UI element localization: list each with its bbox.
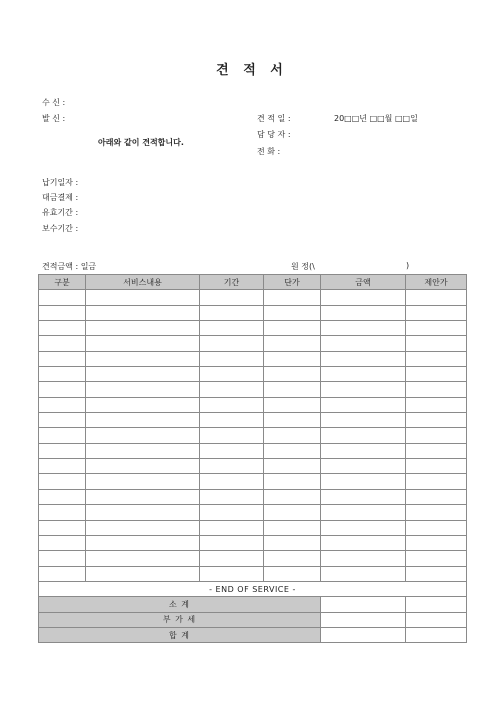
header-unit-price: 단가 <box>264 275 321 290</box>
table-cell <box>406 367 467 382</box>
table-cell <box>406 489 467 504</box>
table-cell <box>321 443 406 458</box>
table-row <box>39 351 467 366</box>
table-row <box>39 459 467 474</box>
table-cell <box>406 474 467 489</box>
table-cell <box>264 535 321 550</box>
table-cell <box>406 413 467 428</box>
table-cell <box>200 305 264 320</box>
table-row <box>39 520 467 535</box>
quote-table <box>38 274 467 643</box>
table-cell <box>264 505 321 520</box>
table-cell <box>200 566 264 581</box>
validity-label: 유효기간 : <box>42 208 79 217</box>
table-cell <box>264 397 321 412</box>
table-cell <box>39 520 86 535</box>
end-of-service-row <box>39 581 467 596</box>
table-cell <box>86 535 200 550</box>
table-cell <box>264 413 321 428</box>
table-cell <box>86 290 200 305</box>
intro-text: 아래와 같이 견적합니다. <box>98 138 184 147</box>
table-cell <box>86 474 200 489</box>
header-category: 구분 <box>39 275 86 290</box>
table-cell <box>264 382 321 397</box>
table-cell <box>86 321 200 336</box>
table-cell <box>406 551 467 566</box>
table-cell <box>264 443 321 458</box>
table-cell <box>86 443 200 458</box>
table-cell <box>86 505 200 520</box>
document-title: 견 적 서 <box>216 63 288 78</box>
vat-row <box>39 612 467 627</box>
table-cell <box>39 321 86 336</box>
table-cell <box>200 397 264 412</box>
table-cell <box>39 305 86 320</box>
amount-label: 견적금액 : 일금 <box>42 262 97 271</box>
table-cell <box>264 321 321 336</box>
table-cell <box>406 505 467 520</box>
table-cell <box>406 520 467 535</box>
table-cell <box>86 459 200 474</box>
table-cell <box>86 489 200 504</box>
table-cell <box>200 443 264 458</box>
table-cell <box>264 459 321 474</box>
table-cell <box>264 290 321 305</box>
table-cell <box>264 367 321 382</box>
amount-close: ) <box>406 261 410 270</box>
table-cell <box>406 336 467 351</box>
table-cell <box>39 489 86 504</box>
table-cell <box>86 351 200 366</box>
table-cell <box>264 489 321 504</box>
table-row <box>39 305 467 320</box>
table-cell <box>200 505 264 520</box>
total-amount-cell <box>321 627 406 642</box>
subtotal-row <box>39 597 467 612</box>
table-row <box>39 428 467 443</box>
total-proposal-cell <box>406 627 467 642</box>
table-row <box>39 397 467 412</box>
table-row <box>39 321 467 336</box>
table-cell <box>321 566 406 581</box>
table-cell <box>406 305 467 320</box>
table-row <box>39 505 467 520</box>
table-row <box>39 413 467 428</box>
total-label: 합 계 <box>39 627 321 642</box>
table-cell <box>86 305 200 320</box>
table-cell <box>264 474 321 489</box>
table-cell <box>86 428 200 443</box>
table-cell <box>39 382 86 397</box>
manager-label: 담 당 자 : <box>257 130 291 139</box>
table-cell <box>321 382 406 397</box>
table-cell <box>321 489 406 504</box>
vat-proposal-cell <box>406 612 467 627</box>
table-cell <box>406 566 467 581</box>
table-cell <box>39 474 86 489</box>
table-cell <box>406 321 467 336</box>
header-amount: 금액 <box>321 275 406 290</box>
table-cell <box>86 413 200 428</box>
table-cell <box>200 551 264 566</box>
table-cell <box>406 535 467 550</box>
table-cell <box>39 397 86 412</box>
subtotal-label: 소 계 <box>39 597 321 612</box>
table-cell <box>321 336 406 351</box>
table-cell <box>321 474 406 489</box>
subtotal-proposal-cell <box>406 597 467 612</box>
warranty-label: 보수기간 : <box>42 224 79 233</box>
table-cell <box>200 459 264 474</box>
table-row <box>39 367 467 382</box>
table-cell <box>321 551 406 566</box>
table-row <box>39 382 467 397</box>
table-cell <box>321 321 406 336</box>
end-of-service: - END OF SERVICE - <box>39 581 467 596</box>
quote-date-value: 20□□년 □□월 □□일 <box>334 114 418 123</box>
table-cell <box>86 520 200 535</box>
header-row <box>39 275 467 290</box>
table-cell <box>39 336 86 351</box>
table-cell <box>321 367 406 382</box>
table-row <box>39 443 467 458</box>
table-cell <box>39 566 86 581</box>
vat-label: 부 가 세 <box>39 612 321 627</box>
table-cell <box>39 413 86 428</box>
table-cell <box>406 459 467 474</box>
sender-label: 발 신 : <box>42 114 66 123</box>
table-cell <box>200 290 264 305</box>
table-row <box>39 551 467 566</box>
table-cell <box>39 290 86 305</box>
subtotal-amount-cell <box>321 597 406 612</box>
table-cell <box>39 351 86 366</box>
table-cell <box>86 397 200 412</box>
table-cell <box>264 520 321 535</box>
table-cell <box>39 459 86 474</box>
table-cell <box>406 290 467 305</box>
table-cell <box>200 321 264 336</box>
header-proposal: 제안가 <box>406 275 467 290</box>
table-cell <box>321 428 406 443</box>
table-cell <box>321 535 406 550</box>
table-cell <box>321 459 406 474</box>
recipient-label: 수 신 : <box>42 98 66 107</box>
total-row <box>39 627 467 642</box>
table-row <box>39 336 467 351</box>
table-cell <box>264 305 321 320</box>
table-cell <box>200 489 264 504</box>
table-cell <box>200 367 264 382</box>
table-cell <box>321 305 406 320</box>
table-cell <box>200 428 264 443</box>
table-cell <box>406 382 467 397</box>
table-cell <box>406 351 467 366</box>
table-cell <box>200 382 264 397</box>
table-cell <box>39 505 86 520</box>
table-cell <box>321 290 406 305</box>
table-cell <box>86 566 200 581</box>
table-cell <box>86 336 200 351</box>
header-period: 기간 <box>200 275 264 290</box>
table-cell <box>200 413 264 428</box>
table-cell <box>39 551 86 566</box>
table-row <box>39 489 467 504</box>
table-row <box>39 474 467 489</box>
table-cell <box>200 336 264 351</box>
table-row <box>39 566 467 581</box>
table-cell <box>264 551 321 566</box>
table-cell <box>39 428 86 443</box>
table-cell <box>321 351 406 366</box>
table-cell <box>200 535 264 550</box>
table-cell <box>200 474 264 489</box>
header-service: 서비스내용 <box>86 275 200 290</box>
table-cell <box>264 566 321 581</box>
table-row <box>39 535 467 550</box>
payment-label: 대금결제 : <box>42 193 79 202</box>
table-cell <box>39 535 86 550</box>
table-cell <box>86 551 200 566</box>
table-cell <box>264 336 321 351</box>
quote-date-label: 견 적 일 : <box>257 114 291 123</box>
phone-label: 전 화 : <box>257 147 281 156</box>
table-cell <box>86 382 200 397</box>
table-cell <box>406 443 467 458</box>
delivery-date-label: 납기일자 : <box>42 178 79 187</box>
table-cell <box>264 428 321 443</box>
table-cell <box>321 397 406 412</box>
table-cell <box>406 428 467 443</box>
table-cell <box>86 367 200 382</box>
table-cell <box>200 351 264 366</box>
table-cell <box>39 367 86 382</box>
vat-amount-cell <box>321 612 406 627</box>
table-cell <box>321 413 406 428</box>
table-cell <box>39 443 86 458</box>
amount-won-label: 원 정(\ <box>291 262 315 271</box>
table-cell <box>264 351 321 366</box>
table-cell <box>200 520 264 535</box>
table-row <box>39 290 467 305</box>
table-cell <box>406 397 467 412</box>
table-cell <box>321 520 406 535</box>
table-cell <box>321 505 406 520</box>
